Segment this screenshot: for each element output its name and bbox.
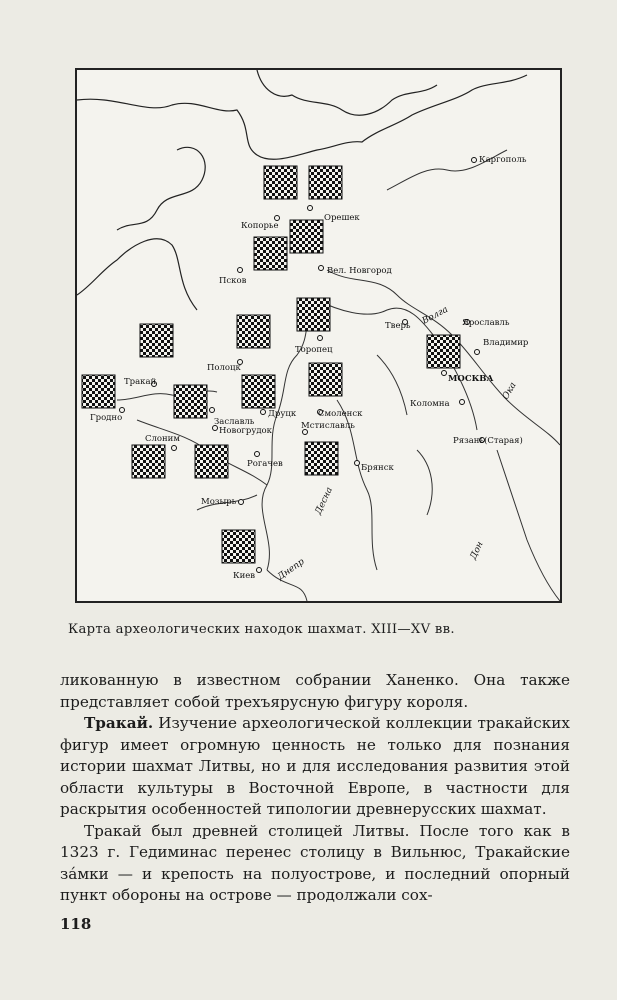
page-number: 118 — [60, 915, 92, 933]
river-label: Дон — [468, 540, 486, 562]
river-label: Ока — [500, 380, 519, 402]
paragraph — [60, 713, 570, 821]
city-label: Полоцк — [207, 363, 241, 373]
river-label: Днепр — [275, 556, 307, 583]
archaeology-map — [75, 68, 562, 603]
city-label: Орешек — [324, 213, 360, 223]
city-label: Смоленск — [318, 409, 363, 419]
city-label: Друцк — [268, 409, 297, 419]
paragraph-text: Изучение археологической коллекции тракайских фигур имеет огромную ценность не только для познания истории шахмат Литвы, но и для исследования развития этой области культуры в Восточной Европе, в частности для раскрытия особенностей типологии древнерусских шахмат. — [60, 714, 570, 818]
paragraph — [60, 670, 570, 713]
map-caption: Карта археологических находок шахмат. XIII—XV вв. — [68, 622, 455, 637]
city-label: Новогрудок — [219, 426, 272, 436]
city-label: Рязань(Старая) — [453, 436, 523, 446]
city-label: Коломна — [410, 399, 450, 409]
coastline — [77, 70, 527, 310]
city-label: Торопец — [295, 345, 333, 355]
city-label: Псков — [219, 276, 247, 286]
city-label: Ярославль — [462, 318, 510, 328]
map-svg — [77, 70, 560, 601]
city-label: Вел. Новгород — [327, 266, 392, 276]
city-label: Каргополь — [479, 155, 527, 165]
river-label: Десна — [313, 485, 335, 517]
city-label: Брянск — [361, 463, 394, 473]
city-label: Гродно — [90, 413, 123, 423]
city-label: Киев — [233, 571, 256, 581]
paragraph-text: ликованную в известном собрании Ханенко. Она также представляет собой трехъярусную фигуру короля. — [60, 671, 570, 711]
city-label: Заславль — [214, 417, 255, 427]
city-label: Копорье — [241, 221, 279, 231]
paragraph — [60, 821, 570, 907]
city-label: МОСКВА — [448, 374, 494, 384]
river-label: Волга — [420, 304, 450, 327]
city-label: Мстиславль — [301, 421, 355, 431]
city-label: Владимир — [483, 338, 529, 348]
city-label: Рогачев — [247, 459, 283, 469]
city-label: Мозырь — [201, 497, 237, 507]
paragraph-heading: Тракай. — [84, 714, 154, 732]
city-label: Слоним — [145, 434, 180, 444]
body-text — [60, 670, 570, 907]
city-label: Тракай — [124, 377, 157, 387]
paragraph-text: Тракай был древней столицей Литвы. После того как в 1323 г. Гедиминас перенес столицу в Вильнюс, Тракайские за́мки — и крепость на полуострове, и последний опорный пункт обороны на острове — продолжали сох- — [60, 821, 570, 904]
city-label: Тверь — [385, 321, 411, 331]
